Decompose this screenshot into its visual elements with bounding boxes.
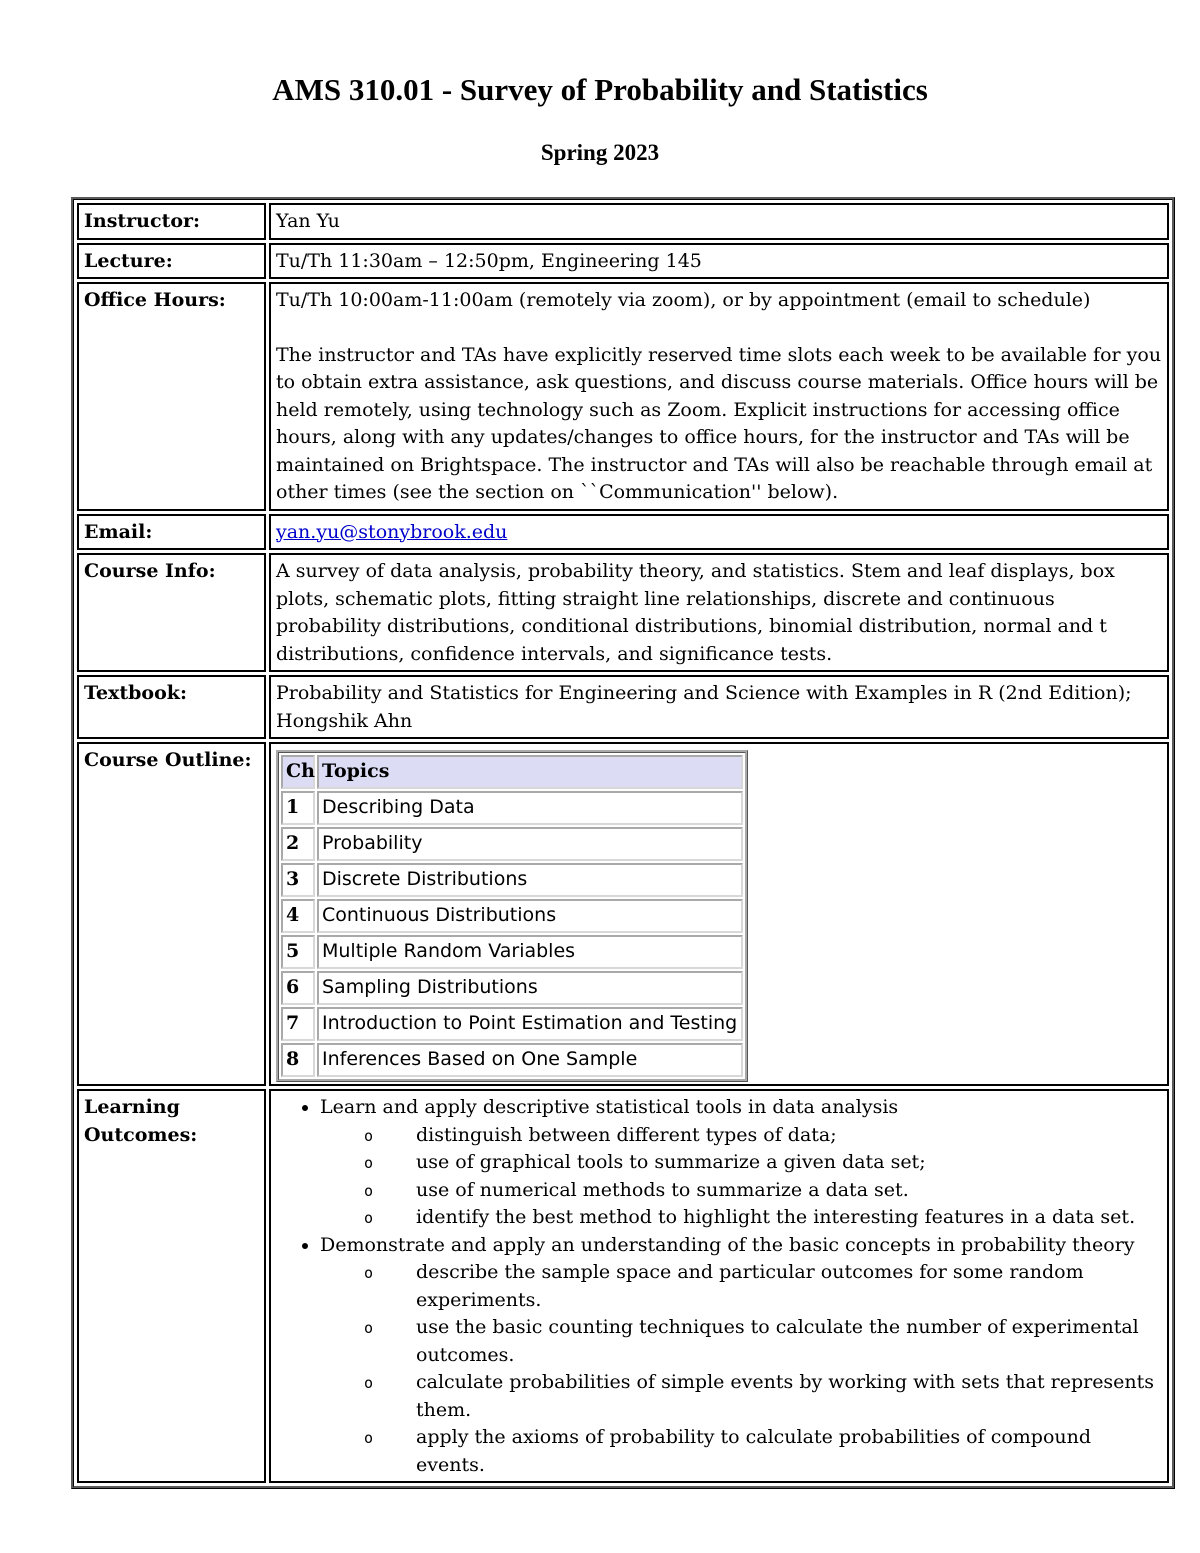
chapter-topic: Describing Data <box>317 791 743 825</box>
table-row <box>281 863 743 897</box>
instructor-value: Yan Yu <box>269 203 1169 240</box>
chapter-number: 6 <box>281 971 315 1005</box>
list-item <box>320 1094 1163 1232</box>
office-hours-description: The instructor and TAs have explicitly reserved time slots each week to be available for you to obtain extra assistance, ask questions, and discuss course materials. Office hours will be held remotely, using technology such as Zoom. Explicit instructions for accessing office hours, along with any updates/changes to office hours, for the instructor and TAs will be maintained on Brightspace. The instructor and TAs will also be reachable through email at other times (see the section on ``Communication'' below). <box>276 343 1162 503</box>
list-item: o use the basic counting techniques to calculate the number of experimental outcomes. <box>416 1314 1163 1369</box>
chapter-number: 8 <box>281 1043 315 1077</box>
outline-header-ch: Ch <box>281 755 315 789</box>
course-outline-row <box>77 742 1169 1086</box>
learning-outcomes-label-line1: Learning <box>84 1096 180 1118</box>
office-hours-row <box>77 282 1169 511</box>
sub-outcomes-list <box>320 1122 1163 1232</box>
course-outline-label: Course Outline: <box>77 742 266 1086</box>
outline-header-topics: Topics <box>317 755 743 789</box>
chapter-number: 2 <box>281 827 315 861</box>
list-item: o apply the axioms of probability to calculate probabilities of compound events. <box>416 1424 1163 1479</box>
paragraph-gap <box>276 315 1163 342</box>
office-hours-cell <box>269 282 1169 511</box>
email-label: Email: <box>77 514 266 551</box>
list-item: o describe the sample space and particular outcomes for some random experiments. <box>416 1259 1163 1314</box>
list-item: o calculate probabilities of simple events by working with sets that represents them. <box>416 1369 1163 1424</box>
table-row <box>281 971 743 1005</box>
course-info-value: A survey of data analysis, probability theory, and statistics. Stem and leaf displays, box plots, schematic plots, fitting straight line relationships, discrete and continuous probability distributions, conditional distributions, binomial distribution, normal and t distributions, confidence intervals, and significance tests. <box>269 553 1169 672</box>
table-row <box>281 935 743 969</box>
learning-outcomes-cell <box>269 1089 1169 1483</box>
page-title: AMS 310.01 - Survey of Probability and Statistics <box>272 72 928 107</box>
course-info-row <box>77 553 1169 672</box>
course-outline-table <box>276 750 748 1082</box>
table-row <box>281 1007 743 1041</box>
learning-outcomes-row <box>77 1089 1169 1483</box>
email-row <box>77 514 1169 551</box>
textbook-row <box>77 675 1169 739</box>
course-info-table <box>71 197 1175 1489</box>
chapter-topic: Continuous Distributions <box>317 899 743 933</box>
chapter-topic: Introduction to Point Estimation and Testing <box>317 1007 743 1041</box>
list-item: o identify the best method to highlight the interesting features in a data set. <box>416 1204 1163 1232</box>
instructor-row <box>77 203 1169 240</box>
textbook-label: Textbook: <box>77 675 266 739</box>
lecture-value: Tu/Th 11:30am – 12:50pm, Engineering 145 <box>269 243 1169 280</box>
table-row <box>281 899 743 933</box>
outline-header-row <box>281 755 743 789</box>
course-info-label: Course Info: <box>77 553 266 672</box>
sub-outcomes-list <box>320 1259 1163 1479</box>
email-link[interactable]: yan.yu@stonybrook.edu <box>276 520 508 543</box>
page-subtitle: Spring 2023 <box>540 140 660 165</box>
course-outline-cell <box>269 742 1169 1086</box>
outcome-text: Learn and apply descriptive statistical tools in data analysis <box>320 1096 899 1118</box>
list-item <box>320 1232 1163 1480</box>
office-hours-times: Tu/Th 10:00am-11:00am (remotely via zoom), or by appointment (email to schedule) <box>276 289 1091 311</box>
instructor-label: Instructor: <box>77 203 266 240</box>
list-item: o use of numerical methods to summarize a data set. <box>416 1177 1163 1205</box>
lecture-label: Lecture: <box>77 243 266 280</box>
learning-outcomes-label <box>77 1089 266 1483</box>
chapter-number: 7 <box>281 1007 315 1041</box>
lecture-row <box>77 243 1169 280</box>
table-row <box>281 1043 743 1077</box>
chapter-topic: Probability <box>317 827 743 861</box>
list-item: o use of graphical tools to summarize a given data set; <box>416 1149 1163 1177</box>
chapter-topic: Sampling Distributions <box>317 971 743 1005</box>
chapter-topic: Discrete Distributions <box>317 863 743 897</box>
outcome-text: Demonstrate and apply an understanding of the basic concepts in probability theory <box>320 1233 1135 1256</box>
email-cell <box>269 514 1169 551</box>
outcomes-list <box>276 1094 1163 1479</box>
table-row <box>281 827 743 861</box>
chapter-number: 3 <box>281 863 315 897</box>
chapter-number: 1 <box>281 791 315 825</box>
table-row <box>281 791 743 825</box>
learning-outcomes-label-line2: Outcomes: <box>84 1123 198 1146</box>
textbook-value: Probability and Statistics for Engineering and Science with Examples in R (2nd Edition); Hongshik Ahn <box>269 675 1169 739</box>
chapter-number: 4 <box>281 899 315 933</box>
chapter-topic: Multiple Random Variables <box>317 935 743 969</box>
office-hours-label: Office Hours: <box>77 282 266 511</box>
chapter-number: 5 <box>281 935 315 969</box>
list-item: o distinguish between different types of data; <box>416 1122 1163 1150</box>
chapter-topic: Inferences Based on One Sample <box>317 1043 743 1077</box>
